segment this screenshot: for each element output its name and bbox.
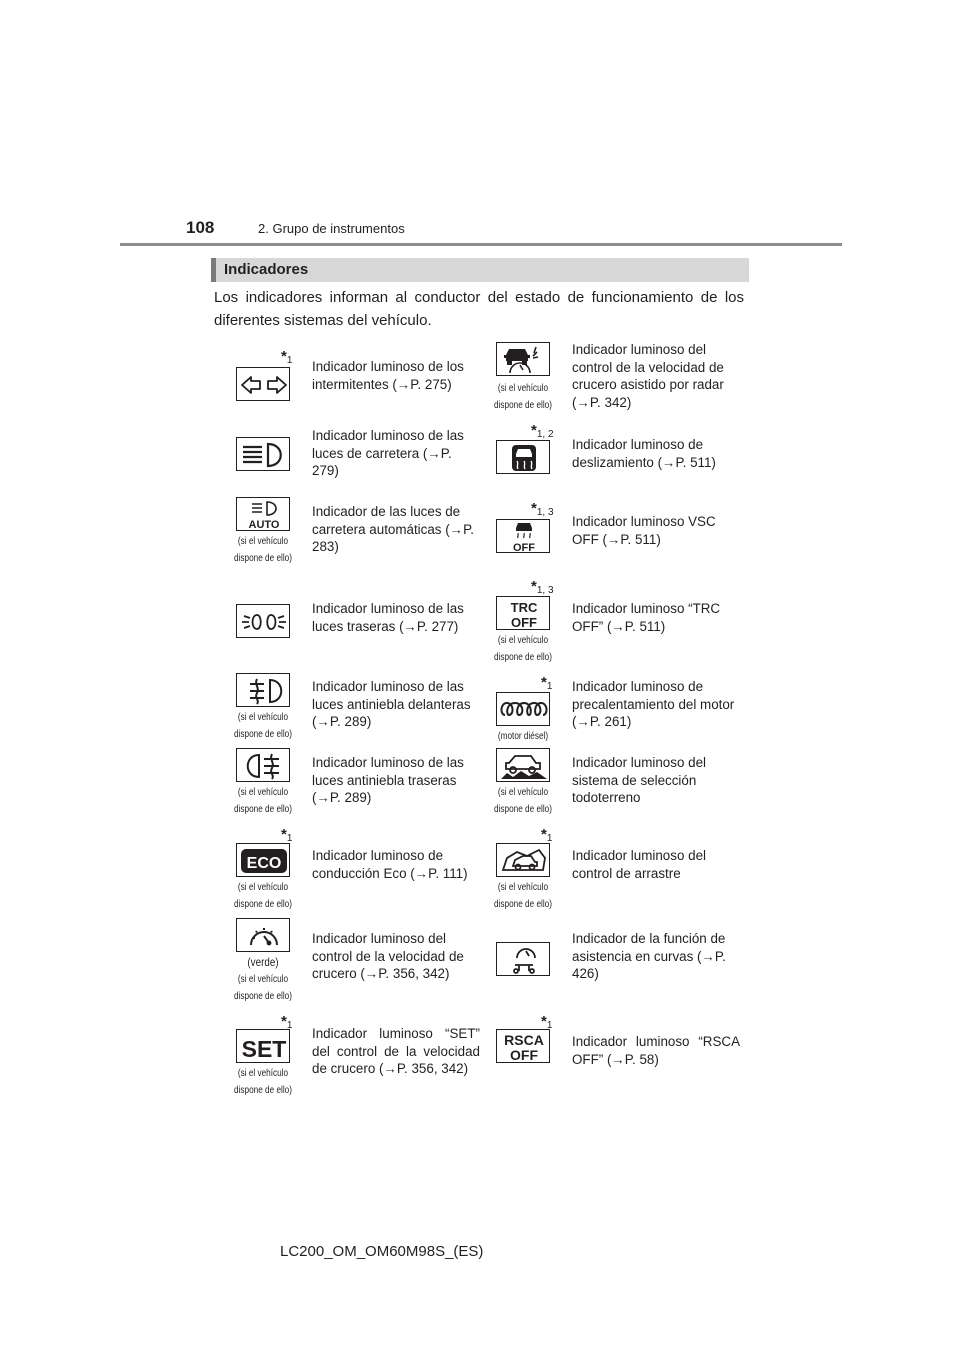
- indicator-description: Indicador luminoso del sistema de selección todoterreno: [572, 755, 706, 806]
- trc-off-icon: [496, 596, 550, 630]
- auto-label: AUTO: [248, 519, 280, 531]
- availability-caption: (si el vehículo dispone de ello): [494, 787, 552, 815]
- set-label: SET: [241, 1036, 287, 1062]
- availability-caption: (si el vehículo dispone de ello): [494, 635, 552, 663]
- eco-icon: [236, 843, 290, 877]
- availability-caption: (si el vehículo dispone de ello): [234, 536, 292, 564]
- availability-caption: (si el vehículo dispone de ello): [494, 383, 552, 411]
- high-beam-icon: [236, 437, 290, 471]
- slip-indicator-icon: [496, 440, 550, 474]
- eco-label: ECO: [246, 855, 282, 872]
- indicator-description: Indicador luminoso de las luces de carretera (→P. 279): [312, 428, 464, 479]
- indicator-description: Indicador luminoso del control de la velocidad de crucero asistido por radar (→P. 342): [572, 342, 724, 410]
- footnote-marker: $*_{1, 2}$: [531, 422, 554, 440]
- availability-caption: (si el vehículo dispone de ello): [234, 1068, 292, 1096]
- turn-assist-icon: [496, 942, 550, 976]
- footnote-marker: $*_1$: [541, 826, 553, 844]
- intro-paragraph: Los indicadores informan al conductor del estado de funcionamiento de los diferentes sistemas del vehículo.: [214, 289, 744, 329]
- footnote-marker: $*_{1, 3}$: [531, 578, 554, 596]
- chapter-title: 2. Grupo de instrumentos: [258, 221, 405, 236]
- header-rule: [120, 243, 842, 246]
- indicator-description: Indicador luminoso de las luces antiniebla traseras (→P. 289): [312, 755, 464, 806]
- rear-fog-light-icon: [236, 748, 290, 782]
- tail-lights-icon: [236, 604, 290, 638]
- section-marker: [211, 258, 216, 282]
- indicator-description: Indicador luminoso de precalentamiento del motor (→P. 261): [572, 679, 735, 730]
- front-fog-light-icon: [236, 673, 290, 707]
- footnote-marker: $*_1$: [281, 348, 293, 366]
- indicator-description: Indicador luminoso “TRC OFF” (→P. 511): [572, 601, 721, 634]
- trc-label: TRC: [510, 600, 538, 615]
- footnote-marker: $*_1$: [281, 1013, 293, 1031]
- vsc-off-icon: [496, 519, 550, 553]
- indicator-description: Indicador luminoso del control de arrastre: [572, 848, 706, 881]
- availability-caption: (si el vehículo dispone de ello): [234, 974, 292, 1002]
- availability-caption: (si el vehículo dispone de ello): [234, 787, 292, 815]
- glow-plug-icon: [496, 692, 550, 726]
- cruise-control-icon: [236, 918, 290, 952]
- rsca-label: RSCA: [504, 1032, 544, 1048]
- indicator-description: Indicador luminoso de las luces traseras (→P. 277): [312, 601, 464, 634]
- indicator-description: Indicador luminoso VSC OFF (→P. 511): [572, 514, 716, 547]
- footnote-marker: $*_1$: [541, 674, 553, 692]
- auto-high-beam-icon: [236, 497, 290, 531]
- indicator-description: Indicador luminoso “SET” del control de la velocidad de crucero (→P. 356, 342): [312, 1026, 480, 1077]
- crawl-control-icon: [496, 843, 550, 877]
- footer-code: LC200_OM_OM60M98S_(ES): [280, 1243, 484, 1260]
- section-title: Indicadores: [224, 261, 309, 278]
- indicator-description: Indicador luminoso de los intermitentes (→P. 275): [312, 359, 464, 392]
- page-number: 108: [186, 218, 215, 237]
- color-caption: (verde): [247, 955, 279, 969]
- indicator-description: Indicador de la función de asistencia en curvas (→P. 426): [572, 931, 726, 982]
- turn-signal-arrows-icon: [236, 367, 290, 401]
- indicator-description: Indicador luminoso “RSCA OFF” (→P. 58): [572, 1034, 740, 1067]
- availability-caption: (si el vehículo dispone de ello): [234, 712, 292, 740]
- radar-cruise-icon: [496, 342, 550, 376]
- set-icon: [236, 1029, 290, 1063]
- indicator-description: Indicador luminoso de conducción Eco (→P. 111): [312, 848, 468, 881]
- availability-caption: (si el vehículo dispone de ello): [234, 882, 292, 910]
- footnote-marker: $*_1$: [281, 826, 293, 844]
- indicator-description: Indicador de las luces de carretera automáticas (→P. 283): [312, 504, 474, 555]
- footnote-marker: $*_1$: [541, 1013, 553, 1031]
- availability-caption: (motor diésel): [497, 731, 549, 742]
- rsca-off-icon: [496, 1029, 550, 1063]
- availability-caption: (si el vehículo dispone de ello): [494, 882, 552, 910]
- vsc-off-label: OFF: [513, 542, 535, 554]
- indicator-description: Indicador luminoso de las luces antiniebla delanteras (→P. 289): [312, 679, 471, 730]
- indicator-description: Indicador luminoso del control de la velocidad de crucero (→P. 356, 342): [312, 931, 464, 982]
- rsca-off-label: OFF: [510, 1047, 538, 1063]
- indicator-description: Indicador luminoso de deslizamiento (→P. 511): [572, 437, 716, 470]
- terrain-select-icon: [496, 748, 550, 782]
- section-heading-bar: [211, 258, 749, 282]
- trc-off-label: OFF: [511, 615, 537, 630]
- footnote-marker: $*_{1, 3}$: [531, 500, 554, 518]
